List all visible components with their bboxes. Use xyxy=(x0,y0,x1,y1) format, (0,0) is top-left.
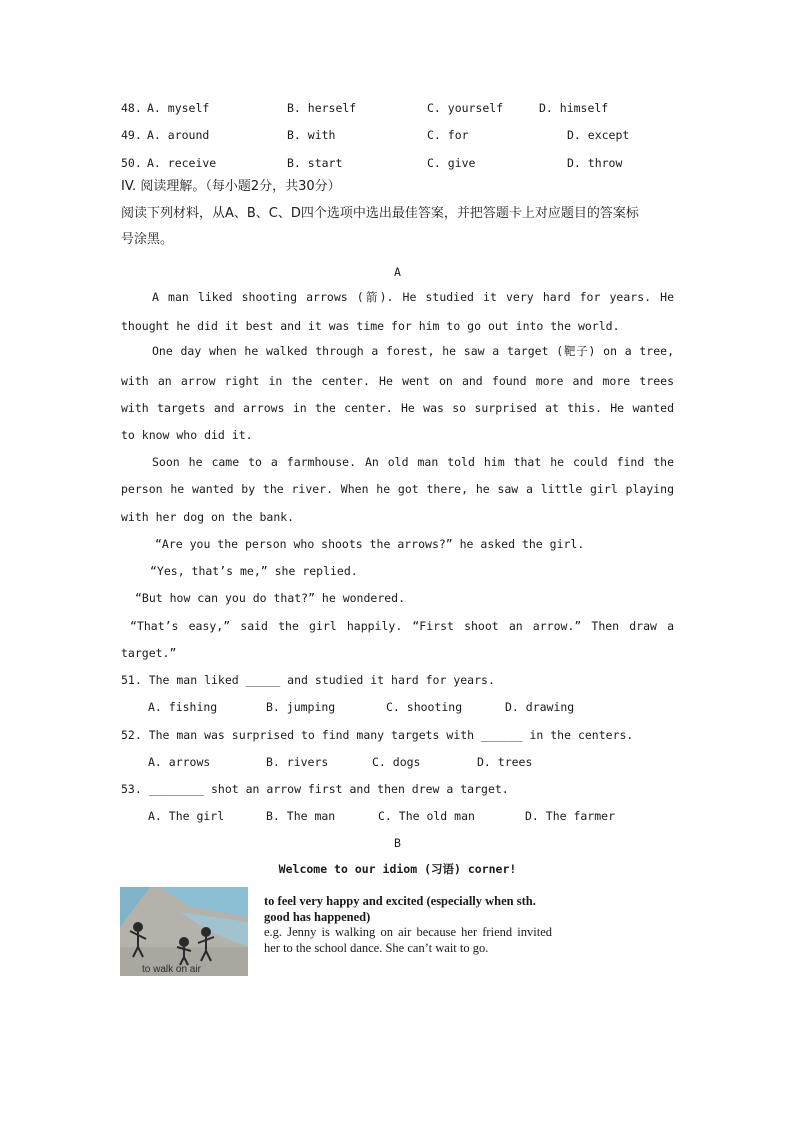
q50-option-c: C. give xyxy=(427,156,476,170)
section-heading: IV. 阅读理解。（每小题2分，共30分） xyxy=(121,179,341,194)
section-instruction-line2: 号涂黑。 xyxy=(121,232,174,247)
passage-a-p2-line3: with targets and arrows in the center. He was so surprised at this. He wanted xyxy=(121,401,674,415)
q50-number: 50. xyxy=(121,156,142,170)
passage-a-p1-line1: A man liked shooting arrows (箭). He studied it very hard for years. He xyxy=(152,290,674,304)
passage-a-dialogue-3: “But how can you do that?” he wondered. xyxy=(135,591,406,605)
passage-a-p3-line3: with her dog on the bank. xyxy=(121,510,295,524)
idiom-example: e.g. Jenny is walking on air because her friend invited her to the school dance. She can’t wait to go. xyxy=(264,925,552,955)
q49-option-a: A. around xyxy=(147,128,210,142)
q52-option-c: C. dogs xyxy=(372,755,421,769)
stick-figures-icon xyxy=(120,887,248,976)
q53-stem: 53. ________ shot an arrow first and then drew a target. xyxy=(121,782,509,796)
passage-a-dialogue-4-line2: target.” xyxy=(121,646,177,660)
passage-a-label: A xyxy=(394,265,401,279)
q52-option-d: D. trees xyxy=(477,755,533,769)
passage-a-p2-line4: to know who did it. xyxy=(121,428,253,442)
q51-option-d: D. drawing xyxy=(505,700,575,714)
q49-option-d: D. except xyxy=(567,128,630,142)
passage-b-label: B xyxy=(394,836,401,850)
q48-option-b: B. herself xyxy=(287,101,357,115)
q52-stem: 52. The man was surprised to find many targets with ______ in the centers. xyxy=(121,728,634,742)
passage-a-dialogue-4-line1: “That’s easy,” said the girl happily. “First shoot an arrow.” Then draw a xyxy=(130,619,674,633)
passage-a-p3-line2: person he wanted by the river. When he got there, he saw a little girl playing xyxy=(121,482,674,496)
q53-option-b: B. The man xyxy=(266,809,336,823)
passage-a-dialogue-2: “Yes, that’s me,” she replied. xyxy=(150,564,358,578)
q52-option-b: B. rivers xyxy=(266,755,329,769)
q51-option-c: C. shooting xyxy=(386,700,463,714)
q49-option-c: C. for xyxy=(427,128,469,142)
passage-a-p2-line2: with an arrow right in the center. He went on and found more and more trees xyxy=(121,374,674,388)
q48-option-a: A. myself xyxy=(147,101,210,115)
idiom-image-caption: to walk on air xyxy=(142,964,201,975)
q51-option-a: A. fishing xyxy=(148,700,218,714)
idiom-definition: to feel very happy and excited (especially when sth. good has happened) xyxy=(264,894,536,924)
q49-option-b: B. with xyxy=(287,128,336,142)
passage-b-title: Welcome to our idiom (习语) corner! xyxy=(278,862,517,876)
q52-option-a: A. arrows xyxy=(148,755,211,769)
idiom-illustration xyxy=(120,887,248,976)
passage-a-p2-line1: One day when he walked through a forest, he saw a target (靶子) on a tree, xyxy=(152,344,674,358)
passage-a-p1-line2: thought he did it best and it was time for him to go out into the world. xyxy=(121,319,620,333)
q48-option-d: D. himself xyxy=(539,101,609,115)
q51-option-b: B. jumping xyxy=(266,700,336,714)
q50-option-d: D. throw xyxy=(567,156,623,170)
section-instruction-line1: 阅读下列材料，从A、B、C、D四个选项中选出最佳答案，并把答题卡上对应题目的答案标 xyxy=(121,206,639,221)
q50-option-b: B. start xyxy=(287,156,343,170)
q50-option-a: A. receive xyxy=(147,156,217,170)
q53-option-a: A. The girl xyxy=(148,809,225,823)
q53-option-c: C. The old man xyxy=(378,809,475,823)
q49-number: 49. xyxy=(121,128,142,142)
q53-option-d: D. The farmer xyxy=(525,809,616,823)
q48-option-c: C. yourself xyxy=(427,101,504,115)
q51-stem: 51. The man liked _____ and studied it hard for years. xyxy=(121,673,495,687)
passage-a-p3-line1: Soon he came to a farmhouse. An old man told him that he could find the xyxy=(152,455,674,469)
q48-number: 48. xyxy=(121,101,142,115)
passage-a-dialogue-1: “Are you the person who shoots the arrows?” he asked the girl. xyxy=(155,537,585,551)
